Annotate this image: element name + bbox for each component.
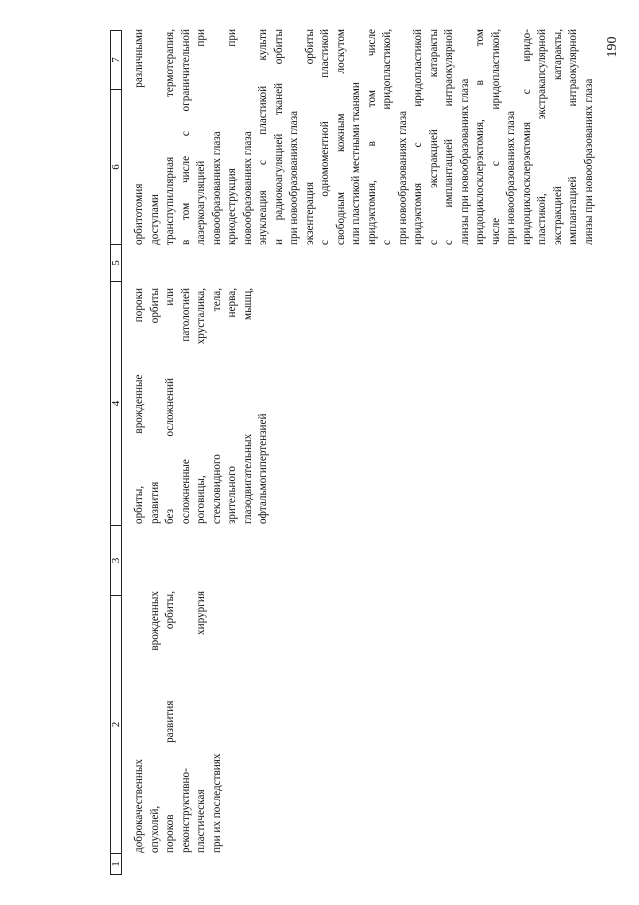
col4-line: осложненные патологией xyxy=(179,288,192,524)
col6-line: криодеструкция при xyxy=(226,29,238,245)
col6-line: новообразованиях глаза xyxy=(241,131,254,245)
col6-line: иридэктомия, в том числе xyxy=(365,29,378,245)
col6-line: при новообразованиях глаза xyxy=(288,110,300,245)
col6-line: или пластикой местными тканями xyxy=(350,82,362,245)
col4-line: орбиты, врожденные пороки xyxy=(133,288,145,524)
table-body xyxy=(110,29,595,875)
col6-line: с экстракцией катаракты xyxy=(427,29,440,245)
col4-line: стекловидного тела, xyxy=(210,288,223,524)
header-col-4: 4 xyxy=(110,282,122,526)
col6-line: линзы при новообразованиях глаза xyxy=(458,78,471,245)
col4-line: развития орбиты xyxy=(148,288,161,524)
col6-line: доступами xyxy=(148,194,161,245)
col2-line: реконструктивно- xyxy=(179,768,192,853)
col6-line: в том числе с ограничительной xyxy=(179,29,192,245)
page-number: 190 xyxy=(605,36,620,58)
col2-line: при их последствиях xyxy=(210,753,223,853)
col6-line: при новообразованиях глаза xyxy=(396,110,409,245)
col6-line: иридэктомия с иридопластикой xyxy=(412,29,424,245)
col6-line: экзентерация орбиты xyxy=(303,29,316,245)
col6-line: лазеркоагуляцией при xyxy=(195,29,207,245)
col6-line: иридоциклосклерэктомия с иридо- xyxy=(520,29,533,245)
col6-line: транспупиллярная термотерапия, xyxy=(164,29,176,245)
col4-line: без осложнений или xyxy=(164,288,176,524)
col6-line: с одномоментной пластикой xyxy=(319,29,331,245)
col6-line: линзы при новообразованиях глаза xyxy=(582,78,595,245)
col4-line: офтальмогипертензией xyxy=(257,413,269,524)
col6-line: экстракцией катаракты, xyxy=(551,29,564,245)
header-col-2: 2 xyxy=(110,596,122,854)
rotated-body xyxy=(110,29,595,875)
col6-line: числе с иридопластикой, xyxy=(489,29,502,245)
header-col-1: 1 xyxy=(110,854,122,875)
header-col-7: 7 xyxy=(110,30,122,90)
col6-line: иридоциклосклерэктомия, в том xyxy=(474,29,486,245)
col6-line: свободным кожным лоскутом xyxy=(334,29,347,245)
col6-line: при новообразованиях глаза xyxy=(505,110,517,245)
col6-line: и радиокоагуляцией тканей орбиты xyxy=(272,29,285,245)
header-col-6: 6 xyxy=(110,90,122,245)
col6-line: с имплантацией интраокулярной xyxy=(443,29,455,245)
col4-line: роговицы, хрусталика, xyxy=(195,288,207,524)
cell-col-2 xyxy=(132,591,225,853)
col6-line: имплантацией интраокулярной xyxy=(567,29,579,245)
col4-line: зрительного нерва, xyxy=(226,288,238,524)
cell-col-4 xyxy=(132,288,272,524)
col6-line: пластикой, экстракапсулярной xyxy=(536,29,548,245)
col6-line: с иридопластикой, xyxy=(381,29,393,245)
col4-line: глазодвигательных мышц, xyxy=(241,288,254,524)
col2-line: опухолей, врожденных xyxy=(148,591,161,853)
header-col-5: 5 xyxy=(110,245,122,282)
header-col-3: 3 xyxy=(110,526,122,596)
cell-col-6 xyxy=(132,29,597,245)
col2-line: доброкачественных xyxy=(133,759,145,853)
col2-line: пластическая хирургия xyxy=(195,591,207,853)
col6-line: энуклеация с пластикой культи xyxy=(257,29,269,245)
col6-line: новообразованиях глаза xyxy=(210,131,223,245)
col2-line: пороков развития орбиты, xyxy=(164,591,176,853)
col6-line: орбитотомия различными xyxy=(133,29,145,245)
